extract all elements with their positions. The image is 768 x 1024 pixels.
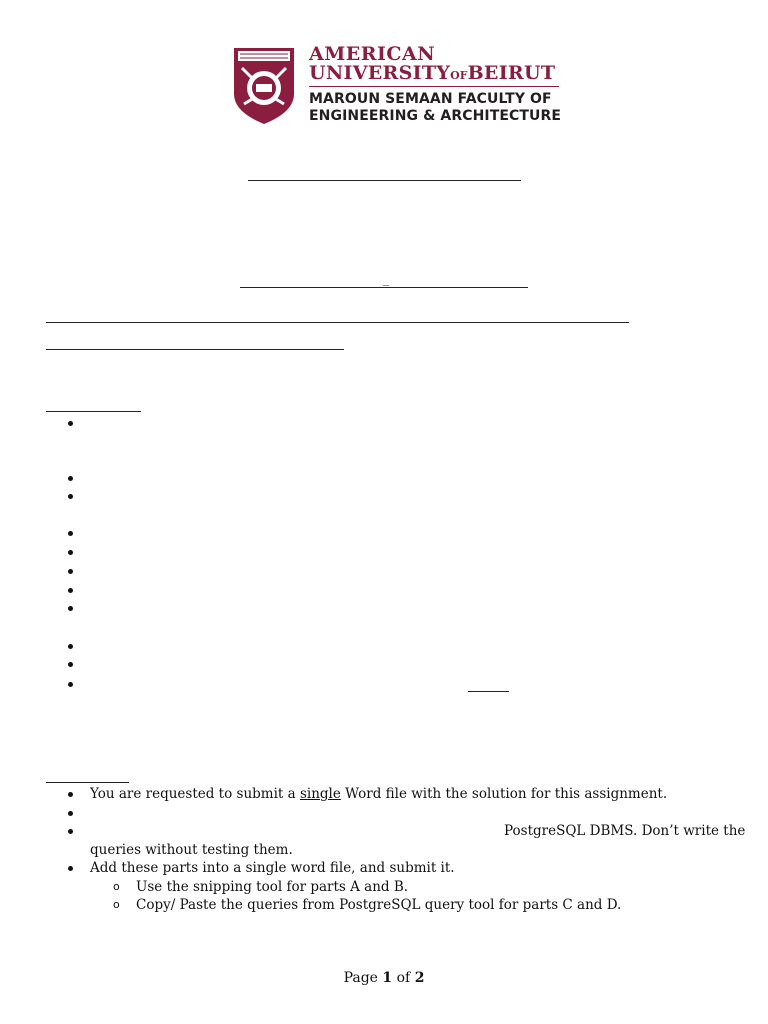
page-footer <box>0 970 768 986</box>
description-underline-1 <box>46 322 629 323</box>
assignment-title-dash: _ <box>383 272 389 286</box>
submission-item-1: You are requested to submit a single Word file with the solution for this assignment. <box>90 786 668 802</box>
submission-subitem-1: Use the snipping tool for parts A and B. <box>136 879 409 895</box>
brand-american: AMERICAN <box>309 43 436 65</box>
submission-item-3-continued: queries without testing them. <box>90 842 293 858</box>
faculty-name-line2: ENGINEERING & ARCHITECTURE <box>309 108 562 124</box>
sub-bullet-icon: o <box>113 880 120 893</box>
instruction-bullet <box>68 569 73 574</box>
brand-university-of-beirut <box>309 62 555 84</box>
description-underline-2 <box>46 349 344 350</box>
faculty-name-line1: MAROUN SEMAAN FACULTY OF <box>309 91 552 107</box>
instruction-bullet <box>68 606 73 611</box>
page-label: Page <box>343 970 378 986</box>
brand-beirut: BEIRUT <box>467 62 556 84</box>
page-current: 1 <box>382 970 393 986</box>
course-title-underline <box>248 180 521 181</box>
instruction-underlined-word <box>468 691 509 692</box>
instruction-bullet <box>68 550 73 555</box>
submission-item-4: Add these parts into a single word file, and submit it. <box>90 860 455 876</box>
submission-item-3-end: PostgreSQL DBMS. Don’t write the <box>504 823 746 839</box>
university-seal-icon <box>232 46 296 126</box>
page-total: 2 <box>414 970 425 986</box>
instruction-bullet <box>68 682 73 687</box>
instruction-bullet <box>68 421 73 426</box>
assignment-title-underline <box>240 287 528 288</box>
instruction-bullet <box>68 531 73 536</box>
single-underlined: single <box>299 786 341 802</box>
submission-subitem-2: Copy/ Paste the queries from PostgreSQL query tool for parts C and D. <box>136 897 622 913</box>
instruction-bullet <box>68 476 73 481</box>
instruction-bullet <box>68 588 73 593</box>
submission-bullet <box>68 829 73 834</box>
submission-bullet <box>68 811 73 816</box>
of-label: of <box>396 970 411 986</box>
submission-heading-underline <box>46 782 129 783</box>
instructions-heading-underline <box>46 411 141 412</box>
submission-bullet <box>68 792 73 797</box>
brand-of: OF <box>450 69 468 82</box>
sub-bullet-icon: o <box>113 898 120 911</box>
instruction-bullet <box>68 644 73 649</box>
instruction-bullet <box>68 494 73 499</box>
submission-bullet <box>68 866 73 871</box>
brand-divider <box>309 86 559 87</box>
brand-university: UNIVERSITY <box>309 62 451 84</box>
instruction-bullet <box>68 662 73 667</box>
